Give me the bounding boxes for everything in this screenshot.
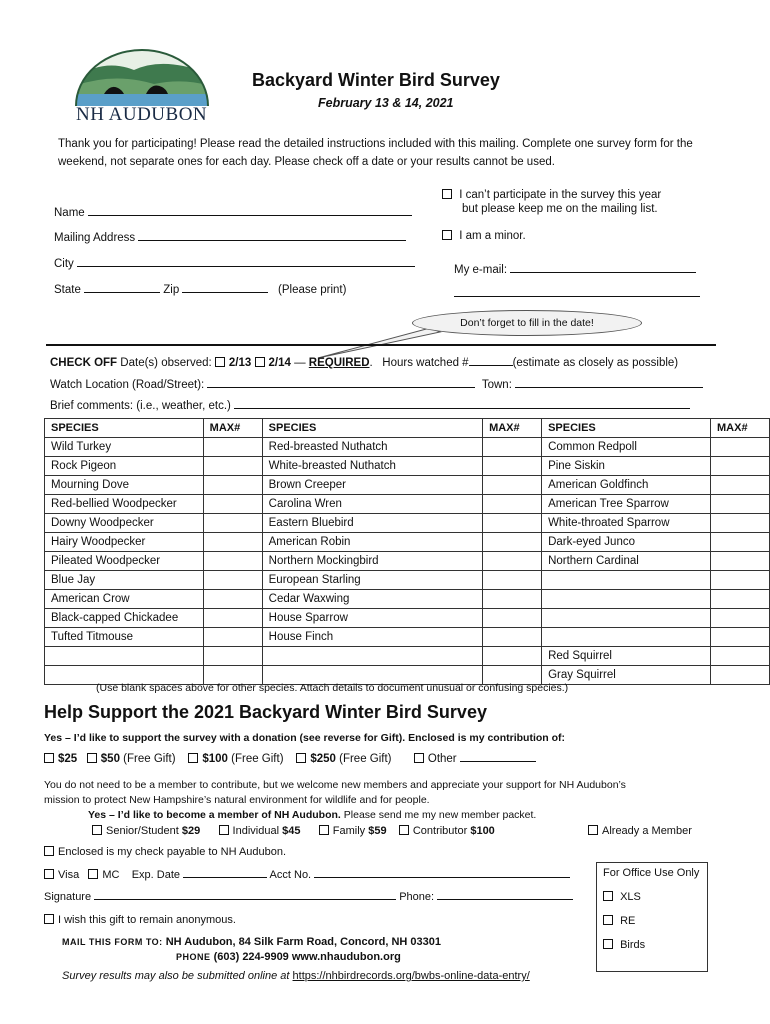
species-header: SPECIES <box>45 419 204 438</box>
table-row <box>45 495 770 514</box>
phone-web: PHONE (603) 224-9909 www.nhaudubon.org <box>176 951 401 963</box>
table-note: (Use blank spaces above for other species. Attach details to document unusual or confusing species.) <box>96 682 569 694</box>
species-cell: American Crow <box>45 590 204 609</box>
max-count-cell[interactable] <box>203 571 262 590</box>
logo-text: NH AUDUBON <box>76 104 208 125</box>
max-count-cell[interactable] <box>711 495 770 514</box>
species-cell <box>542 628 711 647</box>
max-count-cell[interactable] <box>203 476 262 495</box>
state-zip-field[interactable]: State Zip (Please print) <box>54 284 347 296</box>
max-count-cell[interactable] <box>711 666 770 685</box>
max-count-cell[interactable] <box>203 628 262 647</box>
species-cell <box>542 609 711 628</box>
max-count-cell[interactable] <box>483 476 542 495</box>
species-cell <box>45 647 204 666</box>
species-cell <box>262 647 482 666</box>
species-cell: Eastern Bluebird <box>262 514 482 533</box>
species-header: SPECIES <box>262 419 482 438</box>
species-cell: Common Redpoll <box>542 438 711 457</box>
check-enclosed-checkbox[interactable]: Enclosed is my check payable to NH Audubon. <box>44 846 286 858</box>
comments-row[interactable]: Brief comments: (i.e., weather, etc.) <box>50 398 690 412</box>
online-note: Survey results may also be submitted online at https://nhbirdrecords.org/bwbs-online-data-entry/ <box>62 970 530 982</box>
species-cell: Rock Pigeon <box>45 457 204 476</box>
donate-25-checkbox[interactable]: $25 <box>44 753 77 765</box>
mail-address: MAIL THIS FORM TO: NH Audubon, 84 Silk Farm Road, Concord, NH 03301 <box>62 936 441 948</box>
max-count-cell[interactable] <box>483 590 542 609</box>
office-xls-checkbox[interactable]: XLS <box>603 891 701 903</box>
species-cell: Pine Siskin <box>542 457 711 476</box>
species-cell: American Goldfinch <box>542 476 711 495</box>
table-row <box>45 628 770 647</box>
max-header: MAX# <box>483 419 542 438</box>
hours-input[interactable] <box>469 355 513 366</box>
address-field[interactable]: Mailing Address <box>54 230 406 244</box>
species-cell: American Tree Sparrow <box>542 495 711 514</box>
bubble-pointer <box>0 0 770 400</box>
max-count-cell[interactable] <box>203 514 262 533</box>
phone-input[interactable] <box>437 889 573 900</box>
max-header: MAX# <box>711 419 770 438</box>
acct-input[interactable] <box>314 867 570 878</box>
exp-date-input[interactable] <box>183 867 267 878</box>
max-header: MAX# <box>203 419 262 438</box>
donate-50-checkbox[interactable]: $50 (Free Gift) <box>87 753 176 765</box>
table-row <box>45 533 770 552</box>
intro-text: Thank you for participating! Please read the detailed instructions included with this mailing. Complete one survey form for the weekend, not separate ones for each day. Please check off a date or your results cannot be used. <box>58 138 693 168</box>
member-text-2: mission to protect New Hampshire’s natural environment for wildlife and for people. <box>44 794 430 806</box>
species-cell: Northern Cardinal <box>542 552 711 571</box>
table-row <box>45 609 770 628</box>
section-divider <box>46 344 716 346</box>
species-cell: Gray Squirrel <box>542 666 711 685</box>
cant-participate-text: but please keep me on the mailing list. <box>462 203 658 215</box>
office-birds-checkbox[interactable]: Birds <box>603 939 701 951</box>
membership-options <box>92 825 495 837</box>
species-header: SPECIES <box>542 419 711 438</box>
max-count-cell[interactable] <box>203 609 262 628</box>
location-row[interactable]: Watch Location (Road/Street): Town: <box>50 377 703 391</box>
max-count-cell[interactable] <box>203 647 262 666</box>
max-count-cell[interactable] <box>203 457 262 476</box>
member-text-1: You do not need to be a member to contribute, but we welcome new members and appreciate your support for NH Audubon’s <box>44 779 626 791</box>
individual-checkbox[interactable]: Individual $45 <box>219 825 301 837</box>
max-count-cell[interactable] <box>483 552 542 571</box>
species-cell: Red Squirrel <box>542 647 711 666</box>
species-cell: Tufted Titmouse <box>45 628 204 647</box>
family-checkbox[interactable]: Family $59 <box>319 825 387 837</box>
max-count-cell[interactable] <box>483 438 542 457</box>
max-count-cell[interactable] <box>483 495 542 514</box>
table-row <box>45 571 770 590</box>
table-row <box>45 457 770 476</box>
max-count-cell[interactable] <box>711 514 770 533</box>
max-count-cell[interactable] <box>483 514 542 533</box>
office-use-box <box>596 862 708 972</box>
email-field[interactable]: My e-mail: <box>454 262 696 276</box>
species-cell: Red-breasted Nuthatch <box>262 438 482 457</box>
species-table <box>44 418 770 685</box>
species-cell: Hairy Woodpecker <box>45 533 204 552</box>
max-count-cell[interactable] <box>203 533 262 552</box>
max-count-cell[interactable] <box>711 590 770 609</box>
signature-input[interactable] <box>94 889 396 900</box>
donate-other-checkbox[interactable]: Other <box>414 753 536 765</box>
max-count-cell[interactable] <box>711 628 770 647</box>
table-row <box>45 647 770 666</box>
species-cell: White-throated Sparrow <box>542 514 711 533</box>
max-count-cell[interactable] <box>711 571 770 590</box>
table-row <box>45 438 770 457</box>
office-re-checkbox[interactable]: RE <box>603 915 701 927</box>
max-count-cell[interactable] <box>711 457 770 476</box>
max-count-cell[interactable] <box>483 647 542 666</box>
table-row <box>45 590 770 609</box>
table-row <box>45 514 770 533</box>
donate-250-checkbox[interactable]: $250 (Free Gift) <box>296 753 391 765</box>
max-count-cell[interactable] <box>203 590 262 609</box>
max-count-cell[interactable] <box>483 533 542 552</box>
table-row <box>45 476 770 495</box>
species-cell: Black-capped Chickadee <box>45 609 204 628</box>
species-cell: Mourning Dove <box>45 476 204 495</box>
name-field[interactable]: Name <box>54 205 412 219</box>
max-count-cell[interactable] <box>483 457 542 476</box>
species-cell: House Sparrow <box>262 609 482 628</box>
species-cell: Dark-eyed Junco <box>542 533 711 552</box>
date-observed-row: CHECK OFF Date(s) observed: 2/13 2/14 — REQUIRED. Hours watched # (estimate as closely as possible) <box>50 357 679 369</box>
species-cell: American Robin <box>262 533 482 552</box>
city-field[interactable]: City <box>54 256 415 270</box>
max-count-cell[interactable] <box>203 495 262 514</box>
species-cell: Northern Mockingbird <box>262 552 482 571</box>
donation-options <box>44 751 536 765</box>
max-count-cell[interactable] <box>711 609 770 628</box>
table-row <box>45 552 770 571</box>
species-cell: European Starling <box>262 571 482 590</box>
office-title: For Office Use Only <box>603 867 700 879</box>
minor-checkbox[interactable]: I am a minor. <box>442 230 526 242</box>
max-count-cell[interactable] <box>711 476 770 495</box>
species-cell: White-breasted Nuthatch <box>262 457 482 476</box>
card-row: Visa MC Exp. Date Acct No. <box>44 867 570 881</box>
species-cell: Cedar Waxwing <box>262 590 482 609</box>
cant-participate-checkbox[interactable]: I can’t participate in the survey this year <box>442 189 661 201</box>
online-entry-link[interactable]: https://nhbirdrecords.org/bwbs-online-data-entry/ <box>292 970 530 982</box>
species-cell: Blue Jay <box>45 571 204 590</box>
max-count-cell[interactable] <box>203 552 262 571</box>
support-heading: Help Support the 2021 Backyard Winter Bird Survey <box>44 702 487 722</box>
mc-checkbox[interactable]: MC <box>88 869 119 881</box>
max-count-cell[interactable] <box>711 647 770 666</box>
max-count-cell[interactable] <box>711 438 770 457</box>
date-reminder-bubble: Don’t forget to fill in the date! <box>412 310 642 336</box>
max-count-cell[interactable] <box>203 438 262 457</box>
max-count-cell[interactable] <box>483 609 542 628</box>
species-cell: Pileated Woodpecker <box>45 552 204 571</box>
contributor-checkbox[interactable]: Contributor $100 <box>399 825 495 837</box>
survey-date: February 13 & 14, 2021 <box>318 96 454 110</box>
visa-checkbox[interactable]: Visa <box>44 869 79 881</box>
donate-100-checkbox[interactable]: $100 (Free Gift) <box>188 753 283 765</box>
species-cell <box>542 571 711 590</box>
senior-checkbox[interactable]: Senior/Student $29 <box>92 825 200 837</box>
page-title: Backyard Winter Bird Survey <box>252 70 500 90</box>
species-cell: Carolina Wren <box>262 495 482 514</box>
max-count-cell[interactable] <box>711 533 770 552</box>
donation-intro: Yes – I’d like to support the survey with a donation (see reverse for Gift). Enclosed is my contribution of: <box>44 732 566 744</box>
species-cell: Wild Turkey <box>45 438 204 457</box>
max-count-cell[interactable] <box>483 571 542 590</box>
species-cell: Red-bellied Woodpecker <box>45 495 204 514</box>
species-cell: House Finch <box>262 628 482 647</box>
date-2-13-checkbox[interactable]: 2/13 <box>215 357 251 369</box>
max-count-cell[interactable] <box>711 552 770 571</box>
date-2-14-checkbox[interactable]: 2/14 <box>255 357 291 369</box>
species-cell: Downy Woodpecker <box>45 514 204 533</box>
max-count-cell[interactable] <box>483 628 542 647</box>
already-member-checkbox[interactable]: Already a Member <box>588 825 692 837</box>
species-cell <box>542 590 711 609</box>
anonymous-checkbox[interactable]: I wish this gift to remain anonymous. <box>44 914 236 926</box>
signature-row: Signature Phone: <box>44 889 573 903</box>
member-yes-row: Yes – I’d like to become a member of NH Audubon. Please send me my new member packet. <box>88 809 537 821</box>
species-cell: Brown Creeper <box>262 476 482 495</box>
